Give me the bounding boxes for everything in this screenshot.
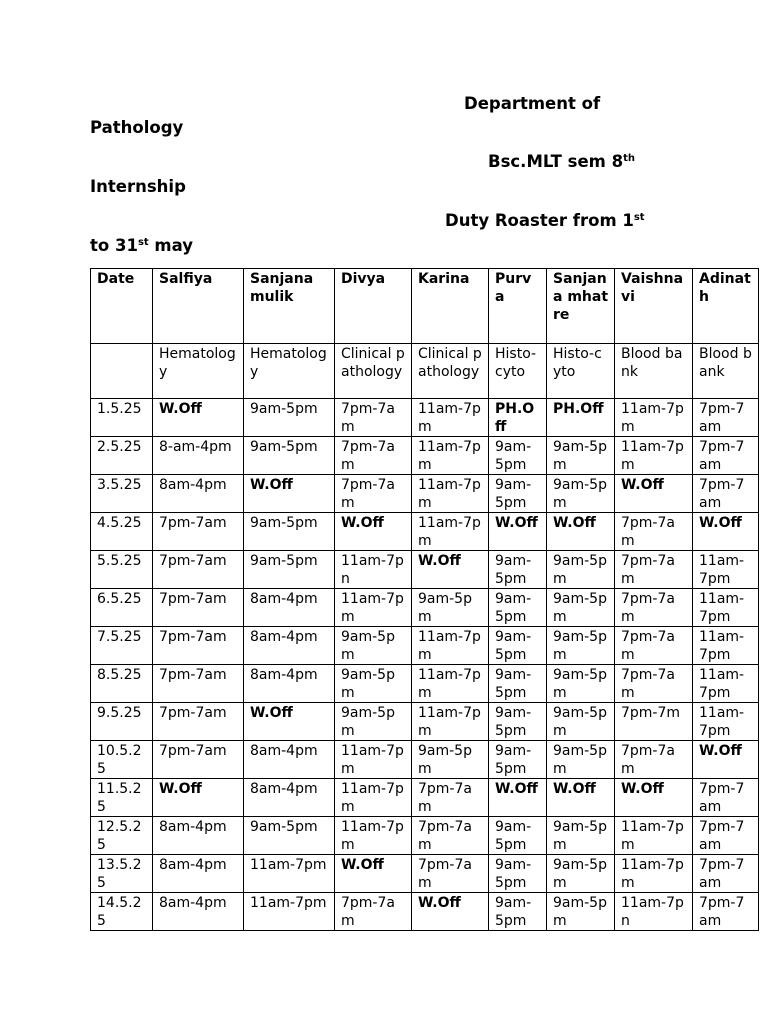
shift-cell: 7pm-7am	[153, 703, 244, 741]
shift-cell: W.Off	[153, 399, 244, 437]
department-cell: Hematology	[153, 344, 244, 399]
shift-cell: 9am-5pm	[412, 589, 489, 627]
shift-cell: 8am-4pm	[153, 817, 244, 855]
shift-cell: 7pm-7am	[693, 817, 759, 855]
shift-cell: 9am-5pm	[547, 665, 615, 703]
shift-cell: 9am-5pm	[547, 437, 615, 475]
header-salfiya: Salfiya	[153, 269, 244, 344]
shift-cell: 8am-4pm	[153, 855, 244, 893]
roster-body	[91, 269, 759, 931]
shift-cell: 11am-7pm	[335, 779, 412, 817]
department-cell	[91, 344, 153, 399]
heading-duty-roaster	[445, 211, 645, 231]
header-karina: Karina	[412, 269, 489, 344]
date-cell: 2.5.25	[91, 437, 153, 475]
department-cell: Blood bank	[615, 344, 693, 399]
date-cell: 12.5.25	[91, 817, 153, 855]
heading-department-of	[464, 94, 600, 114]
header-divya: Divya	[335, 269, 412, 344]
department-cell: Hematology	[244, 344, 335, 399]
date-cell: 10.5.25	[91, 741, 153, 779]
shift-cell: 7pm-7am	[153, 589, 244, 627]
duty-roster-table	[90, 268, 759, 931]
shift-cell: 8am-4pm	[153, 893, 244, 931]
department-cell: Blood bank	[693, 344, 759, 399]
shift-cell: 7pm-7am	[693, 893, 759, 931]
shift-cell: 7pm-7m	[615, 703, 693, 741]
heading-line2-text: Pathology	[90, 118, 184, 137]
shift-cell: 9am-5pm	[489, 627, 547, 665]
table-row	[91, 475, 759, 513]
shift-cell: 8am-4pm	[244, 741, 335, 779]
shift-cell: 9am-5pm	[547, 855, 615, 893]
shift-cell: 9am-5pm	[489, 551, 547, 589]
heading-internship	[90, 177, 186, 197]
shift-cell: W.Off	[412, 551, 489, 589]
shift-cell: 9am-5pm	[335, 627, 412, 665]
shift-cell: 9am-5pm	[489, 817, 547, 855]
shift-cell: W.Off	[615, 779, 693, 817]
shift-cell: 11am-7pm	[615, 855, 693, 893]
shift-cell: 11am-7pm	[335, 741, 412, 779]
header-date: Date	[91, 269, 153, 344]
heading-line1-text: Department of	[464, 94, 601, 113]
shift-cell: 11am-7pm	[335, 817, 412, 855]
shift-cell: 11am-7pm	[335, 589, 412, 627]
shift-cell: PH.Off	[489, 399, 547, 437]
table-row	[91, 779, 759, 817]
date-cell: 11.5.25	[91, 779, 153, 817]
shift-cell: 7pm-7am	[335, 437, 412, 475]
date-cell: 9.5.25	[91, 703, 153, 741]
date-cell: 14.5.25	[91, 893, 153, 931]
heading-line5-text: Duty Roaster from 1	[445, 211, 634, 230]
shift-cell: W.Off	[693, 741, 759, 779]
shift-cell: 9am-5pm	[244, 437, 335, 475]
shift-cell: W.Off	[335, 855, 412, 893]
shift-cell: 7pm-7am	[153, 513, 244, 551]
shift-cell: 7pm-7am	[153, 627, 244, 665]
heading-line5-sup: st	[633, 212, 645, 223]
shift-cell: 9am-5pm	[547, 589, 615, 627]
shift-cell: 11am-7pn	[335, 551, 412, 589]
header-adinath: Adinath	[693, 269, 759, 344]
shift-cell: 9am-5pm	[489, 589, 547, 627]
shift-cell: 11am-7pm	[412, 627, 489, 665]
department-cell: Histo-cyto	[489, 344, 547, 399]
date-cell: 3.5.25	[91, 475, 153, 513]
shift-cell: 8-am-4pm	[153, 437, 244, 475]
table-row	[91, 893, 759, 931]
shift-cell: 9am-5pm	[489, 665, 547, 703]
heading-line6-sup: st	[137, 237, 149, 248]
shift-cell: W.Off	[693, 513, 759, 551]
shift-cell: 9am-5pm	[547, 627, 615, 665]
shift-cell: 9am-5pm	[244, 399, 335, 437]
shift-cell: 9am-5pm	[489, 475, 547, 513]
shift-cell: 11am-7pm	[693, 665, 759, 703]
shift-cell: 9am-5pm	[335, 703, 412, 741]
shift-cell: 7pm-7am	[412, 855, 489, 893]
heading-course	[488, 152, 635, 172]
shift-cell: W.Off	[547, 779, 615, 817]
shift-cell: 11am-7pm	[693, 589, 759, 627]
shift-cell: 11am-7pm	[412, 437, 489, 475]
shift-cell: 9am-5pm	[244, 513, 335, 551]
shift-cell: 11am-7pm	[244, 855, 335, 893]
shift-cell: W.Off	[244, 703, 335, 741]
table-row	[91, 551, 759, 589]
shift-cell: 7pm-7am	[335, 475, 412, 513]
shift-cell: 11am-7pm	[244, 893, 335, 931]
shift-cell: 9am-5pm	[335, 665, 412, 703]
shift-cell: 9am-5pm	[244, 551, 335, 589]
table-row	[91, 627, 759, 665]
table-row	[91, 589, 759, 627]
department-cell: Clinical pathology	[335, 344, 412, 399]
heading-date-range	[90, 236, 193, 256]
shift-cell: 11am-7pm	[615, 817, 693, 855]
shift-cell: 9am-5pm	[489, 855, 547, 893]
header-sanjana-mhatre: Sanjana mhatre	[547, 269, 615, 344]
shift-cell: 7pm-7am	[153, 665, 244, 703]
table-row	[91, 513, 759, 551]
shift-cell: 7pm-7am	[615, 513, 693, 551]
shift-cell: 8am-4pm	[244, 665, 335, 703]
date-cell: 6.5.25	[91, 589, 153, 627]
shift-cell: 11am-7pm	[412, 703, 489, 741]
date-cell: 4.5.25	[91, 513, 153, 551]
shift-cell: 7pm-7am	[153, 551, 244, 589]
shift-cell: W.Off	[153, 779, 244, 817]
shift-cell: 7pm-7am	[412, 817, 489, 855]
header-vaishnavi: Vaishnavi	[615, 269, 693, 344]
shift-cell: 7pm-7am	[412, 779, 489, 817]
shift-cell: 7pm-7am	[693, 779, 759, 817]
shift-cell: 9am-5pm	[489, 741, 547, 779]
shift-cell: 11am-7pm	[615, 437, 693, 475]
shift-cell: 9am-5pm	[547, 817, 615, 855]
shift-cell: PH.Off	[547, 399, 615, 437]
shift-cell: 9am-5pm	[412, 741, 489, 779]
shift-cell: 7pm-7am	[335, 399, 412, 437]
shift-cell: 9am-5pm	[489, 893, 547, 931]
shift-cell: 11am-7pn	[615, 893, 693, 931]
shift-cell: 7pm-7am	[615, 665, 693, 703]
shift-cell: 8am-4pm	[153, 475, 244, 513]
date-cell: 1.5.25	[91, 399, 153, 437]
table-row	[91, 817, 759, 855]
department-row	[91, 344, 759, 399]
shift-cell: W.Off	[489, 513, 547, 551]
shift-cell: 7pm-7am	[615, 741, 693, 779]
shift-cell: 11am-7pm	[693, 703, 759, 741]
shift-cell: 11am-7pm	[412, 399, 489, 437]
shift-cell: 11am-7pm	[412, 513, 489, 551]
shift-cell: 8am-4pm	[244, 627, 335, 665]
shift-cell: 9am-5pm	[547, 893, 615, 931]
shift-cell: 7pm-7am	[615, 589, 693, 627]
shift-cell: 8am-4pm	[244, 589, 335, 627]
shift-cell: 7pm-7am	[335, 893, 412, 931]
table-row	[91, 855, 759, 893]
table-row	[91, 399, 759, 437]
department-cell: Histo-cyto	[547, 344, 615, 399]
heading-line6-pre: to 31	[90, 236, 138, 255]
shift-cell: 7pm-7am	[693, 475, 759, 513]
date-cell: 8.5.25	[91, 665, 153, 703]
shift-cell: W.Off	[412, 893, 489, 931]
shift-cell: 9am-5pm	[547, 703, 615, 741]
heading-line4-text: Internship	[90, 177, 186, 196]
department-cell: Clinical pathology	[412, 344, 489, 399]
shift-cell: 11am-7pm	[412, 475, 489, 513]
shift-cell: 7pm-7am	[615, 627, 693, 665]
shift-cell: 11am-7pm	[412, 665, 489, 703]
heading-line3-text: Bsc.MLT sem 8	[488, 152, 624, 171]
shift-cell: 9am-5pm	[547, 741, 615, 779]
shift-cell: 9am-5pm	[489, 703, 547, 741]
shift-cell: 7pm-7am	[153, 741, 244, 779]
date-cell: 7.5.25	[91, 627, 153, 665]
header-purva: Purva	[489, 269, 547, 344]
shift-cell: W.Off	[615, 475, 693, 513]
heading-line6-post: may	[148, 236, 193, 255]
heading-pathology	[90, 118, 183, 138]
date-cell: 13.5.25	[91, 855, 153, 893]
table-row	[91, 741, 759, 779]
header-row	[91, 269, 759, 344]
shift-cell: 7pm-7am	[693, 399, 759, 437]
heading-line3-sup: th	[623, 153, 635, 164]
shift-cell: 9am-5pm	[244, 817, 335, 855]
header-sanjana-mulik: Sanjana mulik	[244, 269, 335, 344]
shift-cell: W.Off	[547, 513, 615, 551]
shift-cell: 9am-5pm	[547, 551, 615, 589]
table-row	[91, 437, 759, 475]
table-row	[91, 703, 759, 741]
shift-cell: 11am-7pm	[615, 399, 693, 437]
shift-cell: 11am-7pm	[693, 551, 759, 589]
shift-cell: 7pm-7am	[693, 437, 759, 475]
shift-cell: 9am-5pm	[489, 437, 547, 475]
shift-cell: 7pm-7am	[693, 855, 759, 893]
shift-cell: 9am-5pm	[547, 475, 615, 513]
shift-cell: W.Off	[489, 779, 547, 817]
date-cell: 5.5.25	[91, 551, 153, 589]
shift-cell: 8am-4pm	[244, 779, 335, 817]
shift-cell: W.Off	[244, 475, 335, 513]
shift-cell: 11am-7pm	[693, 627, 759, 665]
table-row	[91, 665, 759, 703]
shift-cell: 7pm-7am	[615, 551, 693, 589]
shift-cell: W.Off	[335, 513, 412, 551]
